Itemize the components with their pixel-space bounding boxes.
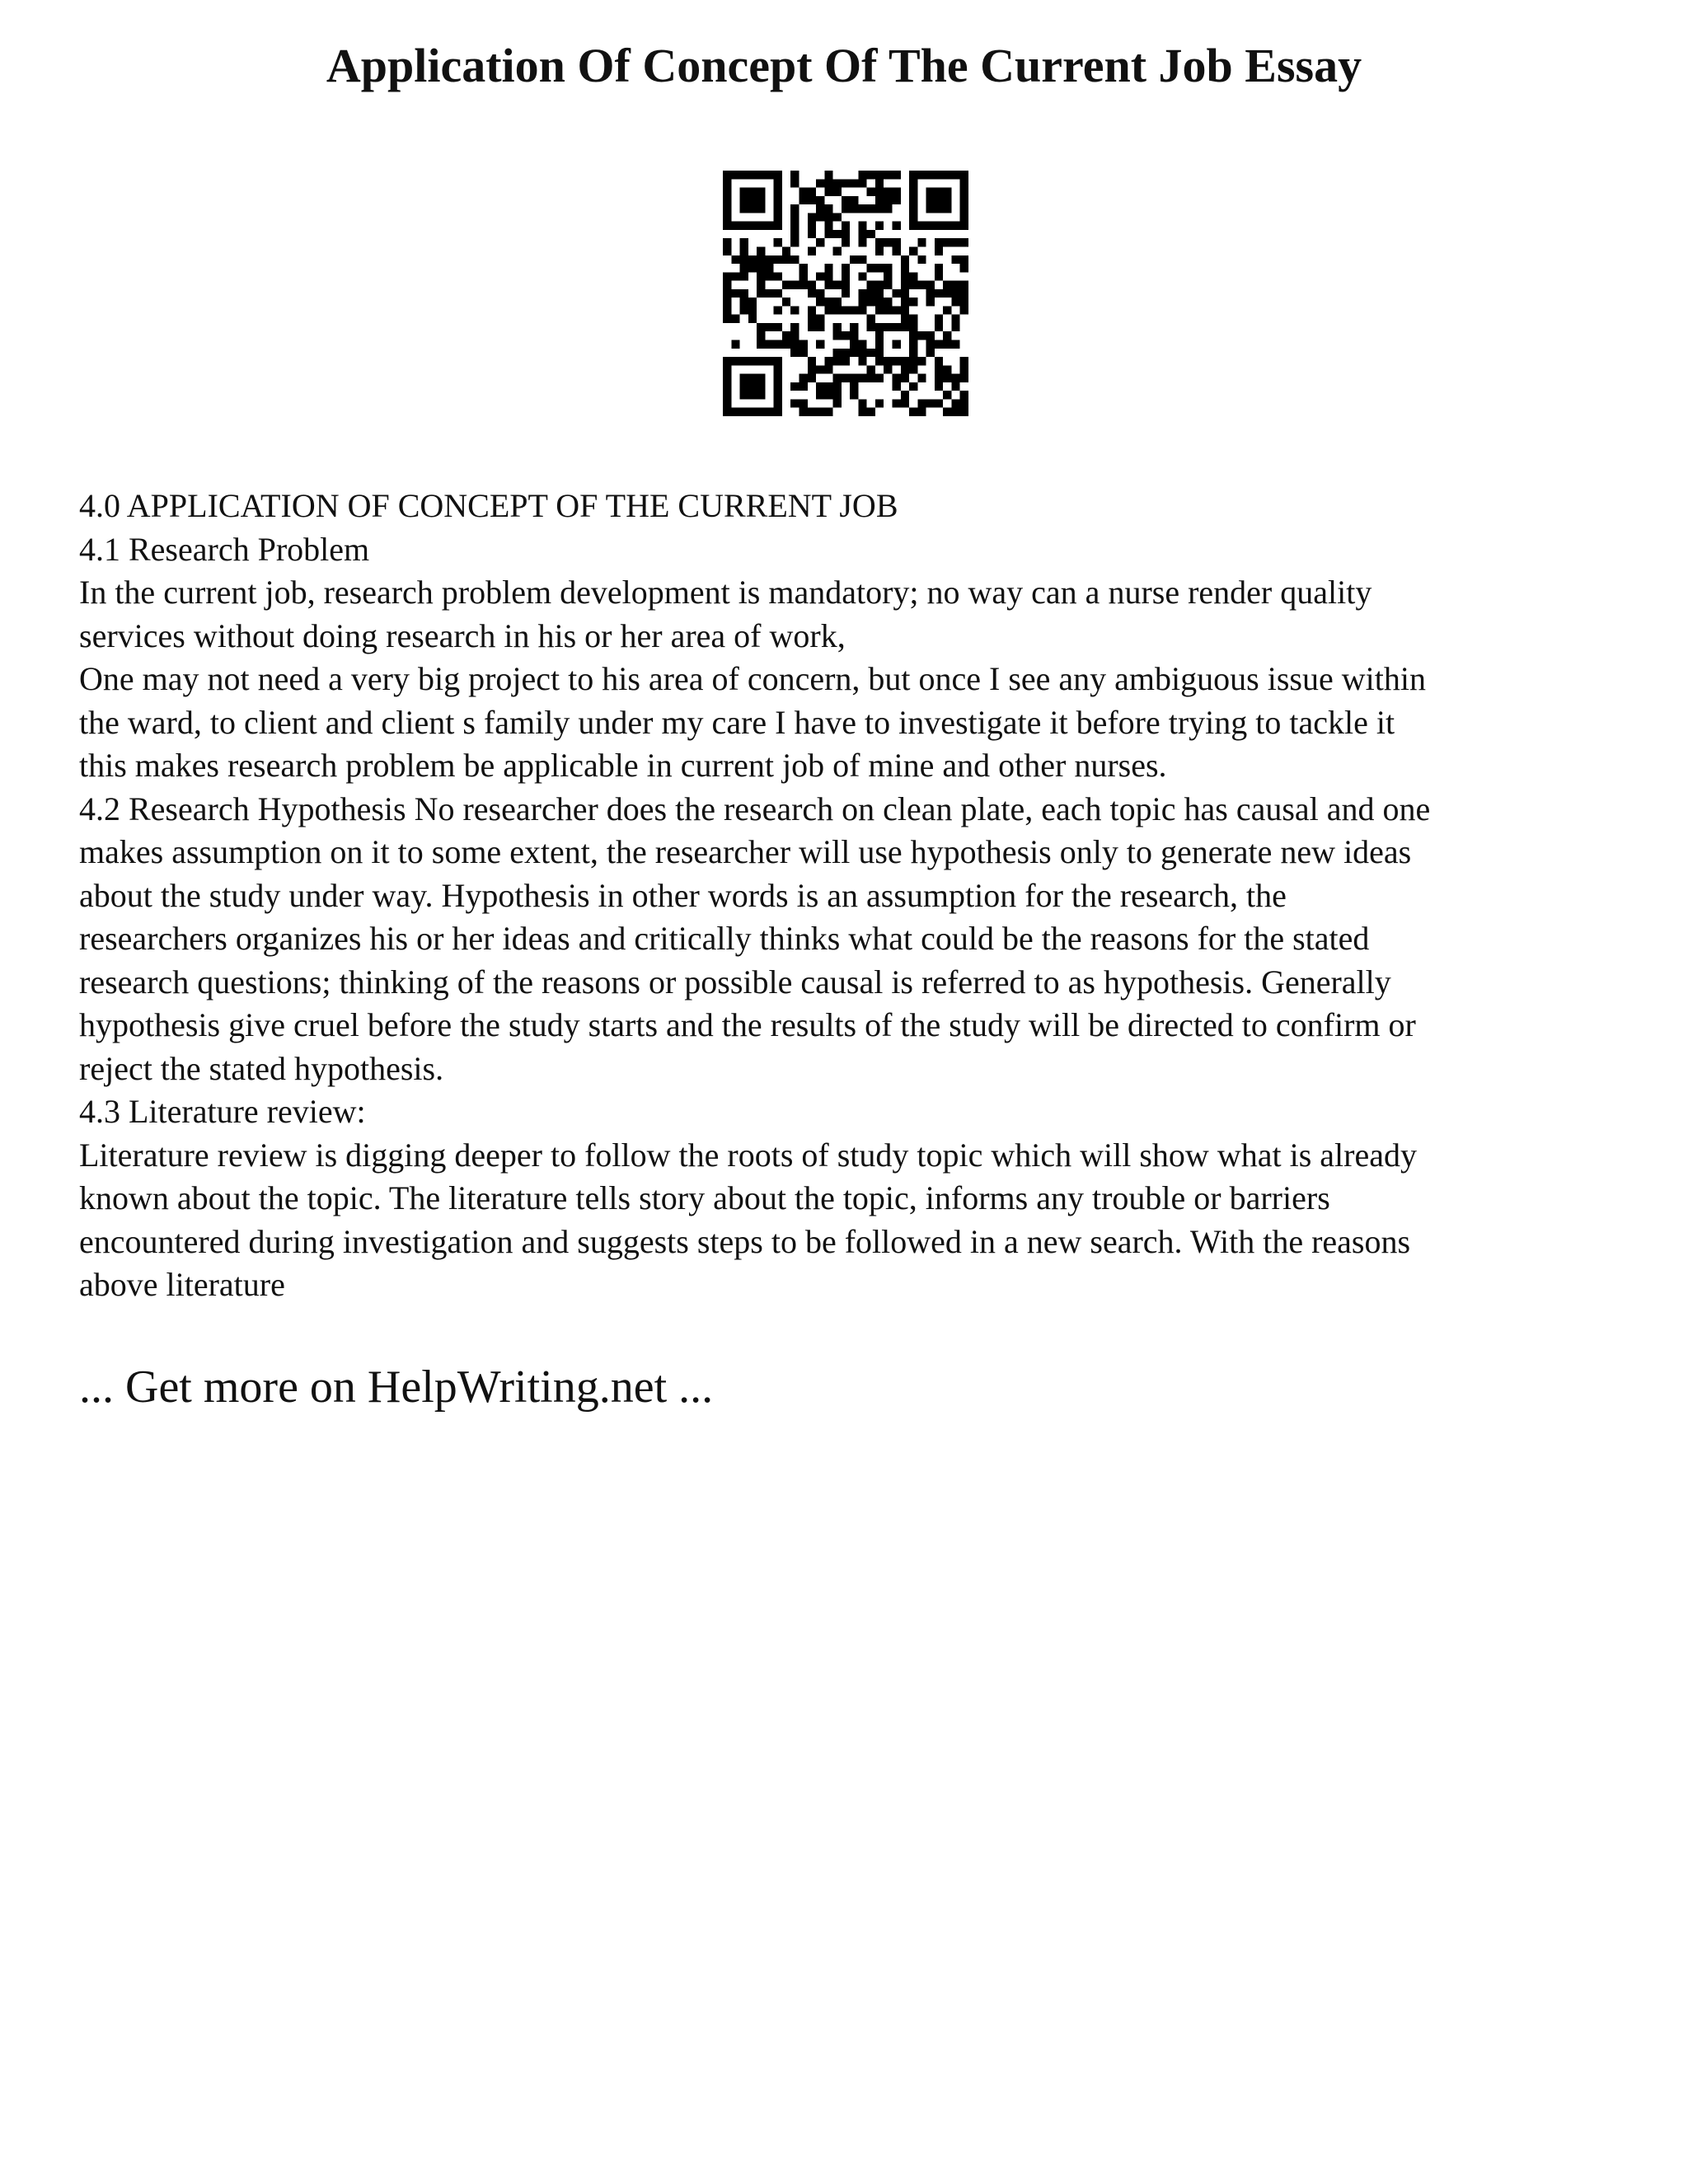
- paragraph-line: about the study under way. Hypothesis in other words is an assumption for the research, the: [79, 876, 1287, 914]
- paragraph-line: this makes research problem be applicable in current job of mine and other nurses.: [79, 747, 1167, 784]
- subsection-heading: 4.1 Research Problem: [79, 530, 370, 568]
- paragraph-line: known about the topic. The literature tells story about the topic, informs any trouble or barriers: [79, 1179, 1330, 1216]
- paragraph-line: the ward, to client and client s family under my care I have to investigate it before trying to tackle it: [79, 703, 1395, 741]
- page-title: Application Of Concept Of The Current Job Essay: [326, 39, 1362, 92]
- get-more-link[interactable]: ... Get more on HelpWriting.net ...: [79, 1361, 714, 1413]
- paragraph-line: 4.2 Research Hypothesis No researcher does the research on clean plate, each topic has causal and one: [79, 790, 1431, 827]
- paragraph-line: above literature: [79, 1266, 285, 1303]
- section-heading: 4.0 APPLICATION OF CONCEPT OF THE CURRENT JOB: [79, 487, 898, 524]
- essay-body: [79, 485, 1629, 1307]
- paragraph-line: Literature review is digging deeper to follow the roots of study topic which will show what is already: [79, 1136, 1417, 1174]
- paragraph-line: research questions; thinking of the reasons or possible causal is referred to as hypothesis. Generally: [79, 963, 1391, 1001]
- paragraph-line: encountered during investigation and suggests steps to be followed in a new search. With the reasons: [79, 1222, 1411, 1260]
- paragraph-line: hypothesis give cruel before the study starts and the results of the study will be directed to confirm or: [79, 1006, 1416, 1043]
- paragraph-line: services without doing research in his or her area of work,: [79, 616, 846, 654]
- paragraph-line: reject the stated hypothesis.: [79, 1049, 444, 1087]
- paragraph-line: researchers organizes his or her ideas and critically thinks what could be the reasons for the stated: [79, 920, 1370, 957]
- subsection-heading: 4.3 Literature review:: [79, 1093, 366, 1130]
- paragraph-line: makes assumption on it to some extent, the researcher will use hypothesis only to generate new ideas: [79, 833, 1412, 870]
- paragraph-line: One may not need a very big project to his area of concern, but once I see any ambiguous issue within: [79, 660, 1426, 697]
- paragraph-line: In the current job, research problem development is mandatory; no way can a nurse render quality: [79, 574, 1372, 611]
- qr-code-icon: [723, 171, 968, 416]
